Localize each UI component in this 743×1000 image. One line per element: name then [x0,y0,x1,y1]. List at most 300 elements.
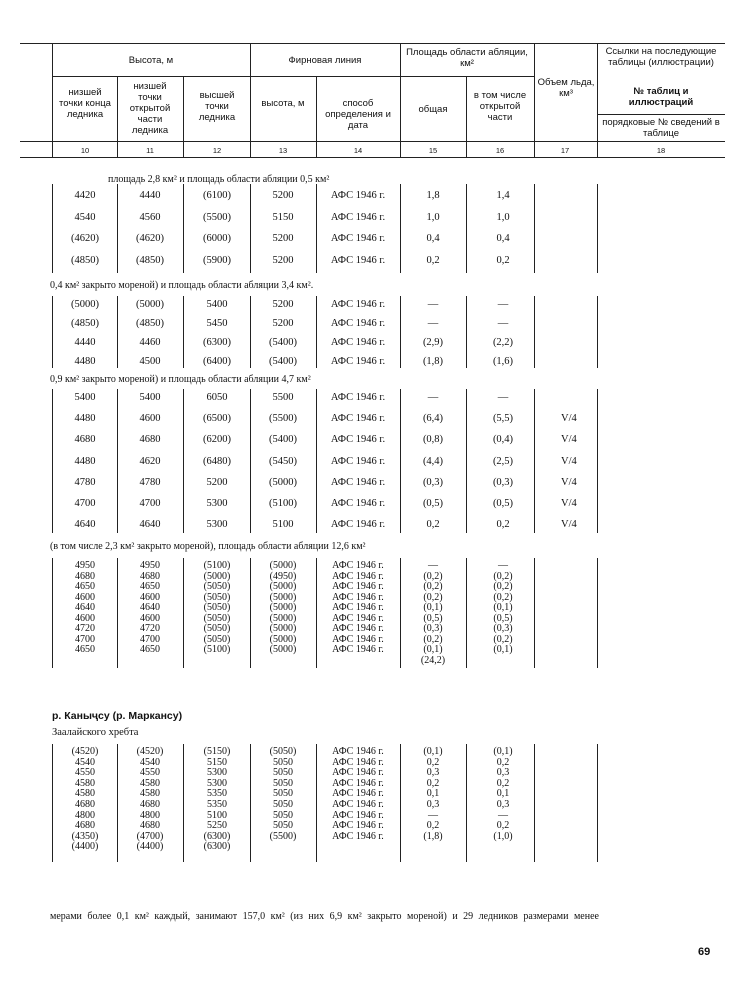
table-cell: (5400) [269,337,297,348]
table-cell: АФС 1946 г. [332,581,384,592]
section-note: (в том числе 2,3 км² закрыто мореной), площадь области абляции 12,6 км² [50,541,366,552]
table-cell: (0,2) [493,591,513,603]
table-cell: (5000) [269,476,297,488]
column-divider [183,296,184,368]
table-cell: (4520) [71,746,99,757]
table-cell: 5300 [206,519,228,531]
column-divider [466,744,467,862]
table-cell: — [427,318,439,329]
column-divider [250,389,251,533]
column-divider [250,184,251,273]
table-cell: (5500) [269,413,297,425]
table-cell: (5000) [269,591,297,603]
table-cell: 5400 [74,392,96,403]
table-cell: V/4 [561,498,577,509]
table-cell: (0,8) [422,434,444,446]
table-cell: АФС 1946 г. [332,644,384,655]
table-cell: V/4 [561,455,577,467]
table-cell: (5100) [203,560,231,571]
column-number: 11 [146,146,154,155]
column-divider [117,389,118,533]
table-cell: 5200 [272,318,294,329]
table-cell: АФС 1946 г. [330,318,386,329]
table-cell: 5300 [207,777,227,789]
column-divider [400,184,401,273]
table-cell: 4640 [75,602,95,613]
column-divider [117,744,118,862]
column-divider [183,389,184,533]
table-cell: — [428,809,438,821]
table-cell: (5900) [203,254,231,266]
table-cell: 4440 [139,190,161,201]
table-cell: 5100 [207,809,227,821]
table-cell: 6050 [206,392,228,403]
table-cell: 0,3 [426,799,440,810]
group-total: (24,2) [420,654,446,666]
table-cell: 4720 [140,623,160,634]
table-cell: — [497,318,509,329]
table-cell: 0,2 [426,756,440,768]
column-divider [52,744,53,862]
table-cell: 5300 [206,498,228,509]
table-cell: (4,4) [422,455,444,467]
table-cell: (2,5) [492,455,514,467]
table-cell: — [427,392,439,403]
section-note: площадь 2,8 км² и площадь области абляции 0,5 км² [108,174,330,185]
table-cell: (6,4) [422,413,444,425]
table-cell: 4600 [75,591,95,603]
table-cell: АФС 1946 г. [330,476,386,488]
table-cell: 4950 [140,560,160,571]
table-cell: 4560 [139,211,161,223]
table-cell: (5000) [203,570,231,582]
table-cell: АФС 1946 г. [332,612,384,624]
table-cell: (0,5) [492,498,514,509]
table-cell: 4680 [75,799,95,810]
column-divider [316,184,317,273]
table-cell: АФС 1946 г. [332,623,384,634]
table-cell: (5000) [269,602,297,613]
table-cell: V/4 [561,434,577,446]
table-cell: (0,1) [423,746,443,757]
table-cell: (2,2) [492,337,514,348]
table-cell: 4600 [140,612,160,624]
table-cell: (0,2) [493,581,513,592]
column-divider [183,744,184,862]
river-subtitle: Заалайского хребта [52,727,139,738]
column-divider [250,744,251,862]
table-cell: (5050) [203,602,231,613]
table-cell: 4680 [140,820,160,832]
table-cell: 4800 [75,809,95,821]
table-cell: 1,0 [426,211,440,223]
table-cell: 4650 [140,581,160,592]
section-note: 0,9 км² закрыто мореной) и площадь области абляции 4,7 км² [50,374,311,385]
column-number: 16 [495,146,505,155]
header-refs-tables: № таблиц и иллюстраций [628,86,694,108]
table-cell: АФС 1946 г. [330,190,386,201]
table-cell: (6300) [203,830,231,842]
table-cell: 4680 [75,820,95,832]
table-cell: АФС 1946 г. [332,809,384,821]
table-cell: 0,1 [496,788,510,800]
header-volume: Объем льда, км³ [537,77,595,99]
column-divider [597,744,598,862]
column-divider [597,558,598,668]
table-cell: 4650 [140,644,160,655]
table-cell: 4460 [139,337,161,348]
column-divider [466,296,467,368]
table-cell: 0,2 [426,777,440,789]
table-cell: (0,2) [423,591,443,603]
column-divider [316,389,317,533]
table-cell: АФС 1946 г. [330,299,386,310]
table-cell: (4700) [136,830,164,842]
table-cell: (0,1) [493,602,513,613]
table-cell: 0,4 [496,233,510,244]
table-cell: (5400) [269,356,297,367]
column-divider [466,558,467,668]
table-cell: 4800 [140,809,160,821]
table-cell: (0,1) [423,644,443,655]
table-cell: (4350) [71,830,99,842]
column-number: 18 [656,146,666,155]
table-cell: АФС 1946 г. [330,455,386,467]
table-cell: (5500) [269,830,297,842]
table-cell: 5150 [207,756,227,768]
table-cell: (5100) [269,498,297,509]
table-cell: 4480 [74,413,96,425]
table-cell: 4680 [140,799,160,810]
table-cell: 0,3 [426,767,440,779]
table-cell: 0,1 [426,788,440,800]
column-divider [534,184,535,273]
table-cell: АФС 1946 г. [330,392,386,403]
table-cell: (0,3) [493,623,513,634]
table-cell: АФС 1946 г. [332,820,384,832]
table-cell: АФС 1946 г. [330,337,386,348]
table-cell: 0,2 [496,777,510,789]
table-cell: (0,1) [423,602,443,613]
table-cell: 4640 [74,519,96,531]
table-cell: 5150 [272,211,294,223]
column-number: 17 [560,146,570,155]
table-cell: 4680 [74,434,96,446]
table-cell: (4400) [136,841,164,853]
column-divider [183,558,184,668]
header-ablation-total: общая [418,104,448,115]
table-cell: (4850) [136,318,164,329]
table-cell: АФС 1946 г. [332,788,384,800]
column-divider [316,744,317,862]
header-refs-group: Ссылки на последующие таблицы (иллюстрации) [605,46,717,68]
table-cell: (0,1) [493,746,513,757]
column-number: 12 [212,146,222,155]
table-cell: 4600 [75,612,95,624]
column-divider [534,558,535,668]
table-cell: (4850) [71,254,99,266]
table-cell: 5200 [272,190,294,201]
table-cell: — [497,299,509,310]
table-cell: (0,2) [493,570,513,582]
table-cell: (5000) [136,299,164,310]
table-cell: АФС 1946 г. [330,519,386,531]
table-cell: (4850) [136,254,164,266]
table-cell: 4580 [140,788,160,800]
table-cell: (5050) [269,746,297,757]
table-cell: (5050) [203,633,231,645]
column-number: 13 [278,146,288,155]
table-cell: (6000) [203,233,231,244]
table-cell: 5200 [272,233,294,244]
table-cell: (5150) [203,746,231,757]
table-cell: (6500) [203,413,231,425]
table-cell: 4720 [75,623,95,634]
column-number: 14 [353,146,363,155]
table-cell: 5200 [272,299,294,310]
table-cell: 4480 [74,455,96,467]
table-cell: (6100) [203,190,231,201]
table-cell: АФС 1946 г. [332,799,384,810]
table-cell: (0,2) [423,570,443,582]
table-cell: (5000) [269,560,297,571]
header-ablation-open: в том числе открытой части [473,90,527,123]
page-number: 69 [698,946,711,958]
table-cell: (4950) [269,570,297,582]
table-cell: (4520) [136,746,164,757]
table-cell: 5350 [207,799,227,810]
table-cell: 4780 [74,476,96,488]
table-cell: 1,8 [426,190,440,201]
column-divider [534,744,535,862]
table-cell: 4680 [139,434,161,446]
table-cell: 5450 [206,318,228,329]
table-cell: (0,3) [422,476,444,488]
table-cell: (0,3) [492,476,514,488]
table-cell: 4550 [140,767,160,779]
table-cell: 4440 [74,337,96,348]
table-cell: (5050) [203,581,231,592]
table-cell: АФС 1946 г. [332,756,384,768]
table-cell: 5050 [273,767,293,779]
table-cell: 5050 [273,756,293,768]
table-cell: АФС 1946 г. [332,746,384,757]
table-cell: 4640 [139,519,161,531]
table-cell: АФС 1946 г. [330,498,386,509]
column-divider [316,558,317,668]
table-cell: (0,3) [423,623,443,634]
header-lowest: низшей точки конца ледника [59,87,111,120]
header-refs-order: порядковые № сведений в таблице [602,117,720,139]
table-cell: V/4 [561,519,577,531]
table-cell: (1,0) [493,830,513,842]
table-cell: 4600 [140,591,160,603]
table-cell: (4620) [71,233,99,244]
table-cell: АФС 1946 г. [332,633,384,645]
table-cell: АФС 1946 г. [332,602,384,613]
table-cell: 0,2 [426,820,440,832]
table-cell: 5050 [273,820,293,832]
table-cell: 5300 [207,767,227,779]
column-divider [597,389,598,533]
table-cell: 0,2 [426,519,440,531]
table-cell: — [428,560,438,571]
table-cell: 5050 [273,799,293,810]
column-divider [316,296,317,368]
header-firn-method: способ определения и дата [325,98,391,131]
table-cell: 4780 [139,476,161,488]
river-title: р. Каныҷсу (р. Маркансу) [52,710,183,722]
section-note: 0,4 км² закрыто мореной) и площадь области абляции 3,4 км². [50,280,314,291]
table-cell: 4680 [75,570,95,582]
column-divider [466,184,467,273]
table-cell: 0,2 [496,820,510,832]
table-cell: — [427,299,439,310]
table-cell: — [497,392,509,403]
table-cell: 5050 [273,777,293,789]
table-cell: 5400 [206,299,228,310]
table-cell: (0,5) [423,612,443,624]
column-number: 10 [80,146,90,155]
table-cell: 0,4 [426,233,440,244]
table-cell: 0,2 [496,254,510,266]
table-cell: (0,2) [423,633,443,645]
table-cell: (6480) [203,455,231,467]
table-cell: (5000) [269,623,297,634]
table-cell: 5050 [273,788,293,800]
table-cell: 4700 [75,633,95,645]
column-divider [534,296,535,368]
column-divider [52,558,53,668]
column-divider [183,184,184,273]
table-cell: (1,6) [492,356,514,367]
table-cell: (5000) [71,299,99,310]
table-cell: (1,8) [422,356,444,367]
table-cell: 4700 [139,498,161,509]
table-cell: — [498,809,508,821]
table-cell: (0,5) [422,498,444,509]
column-divider [400,296,401,368]
table-cell: (6300) [203,841,231,853]
table-cell: АФС 1946 г. [332,591,384,603]
table-cell: (0,2) [423,581,443,592]
table-cell: 0,3 [496,799,510,810]
table-cell: 4700 [140,633,160,645]
table-cell: 4950 [75,560,95,571]
table-cell: 4540 [140,756,160,768]
table-cell: 4550 [75,767,95,779]
table-cell: 0,2 [426,254,440,266]
table-cell: АФС 1946 г. [330,233,386,244]
table-cell: 5250 [207,820,227,832]
table-cell: (5050) [203,623,231,634]
table-cell: 0,2 [496,519,510,531]
table-cell: 4580 [75,788,95,800]
table-cell: 0,3 [496,767,510,779]
table-cell: 5500 [272,392,294,403]
table-cell: АФС 1946 г. [330,356,386,367]
table-cell: (5,5) [492,413,514,425]
column-divider [400,744,401,862]
table-cell: (5000) [269,644,297,655]
table-cell: (4850) [71,318,99,329]
header-lowest-open: низшей точки открытой части ледника [129,81,171,136]
table-cell: (5050) [203,612,231,624]
table-cell: (5000) [269,612,297,624]
header-firn-height: высота, м [261,98,305,109]
table-cell: (5000) [269,633,297,645]
table-cell: (5050) [203,591,231,603]
table-cell: 4650 [75,644,95,655]
column-divider [250,296,251,368]
column-divider [534,389,535,533]
column-divider [52,184,53,273]
table-cell: 4580 [75,777,95,789]
header-height-group: Высота, м [128,55,174,66]
table-cell: 4620 [139,455,161,467]
table-cell: 5350 [207,788,227,800]
header-ablation-group: Площадь области абляции, км² [406,47,528,69]
table-cell: (0,4) [492,434,514,446]
table-cell: (5400) [269,434,297,446]
footer-text: мерами более 0,1 км² каждый, занимают 157,0 км² (из них 6,9 км² закрыто мореной) и 29 ледников размерами менее [50,911,599,922]
table-cell: 4420 [74,190,96,201]
table-cell: (5450) [269,455,297,467]
header-highest: высшей точки ледника [198,90,236,123]
table-cell: V/4 [561,413,577,425]
table-cell: — [498,560,508,571]
table-cell: 4600 [139,413,161,425]
table-cell: АФС 1946 г. [330,413,386,425]
table-cell: 4540 [74,211,96,223]
table-cell: (6200) [203,434,231,446]
table-cell: АФС 1946 г. [332,570,384,582]
table-cell: АФС 1946 г. [330,254,386,266]
table-cell: 5100 [272,519,294,531]
table-cell: 0,2 [496,756,510,768]
table-cell: (5500) [203,211,231,223]
table-cell: 4680 [140,570,160,582]
table-cell: (0,2) [493,633,513,645]
column-divider [400,389,401,533]
table-cell: 4700 [74,498,96,509]
column-divider [250,558,251,668]
table-cell: 1,4 [496,190,510,201]
table-cell: (2,9) [422,337,444,348]
column-divider [466,389,467,533]
table-cell: V/4 [561,476,577,488]
table-cell: (1,8) [423,830,443,842]
column-divider [117,184,118,273]
table-cell: 4580 [140,777,160,789]
table-cell: АФС 1946 г. [332,777,384,789]
column-number: 15 [428,146,438,155]
table-cell: 4640 [140,602,160,613]
table-cell: АФС 1946 г. [330,211,386,223]
table-cell: АФС 1946 г. [332,560,384,571]
table-cell: (6400) [203,356,231,367]
column-divider [52,296,53,368]
table-cell: (5000) [269,581,297,592]
column-divider [400,558,401,668]
table-cell: 4500 [139,356,161,367]
table-cell: 5200 [272,254,294,266]
table-cell: АФС 1946 г. [330,434,386,446]
table-cell: АФС 1946 г. [332,767,384,779]
table-cell: 4650 [75,581,95,592]
column-divider [117,558,118,668]
table-cell: (0,5) [493,612,513,624]
